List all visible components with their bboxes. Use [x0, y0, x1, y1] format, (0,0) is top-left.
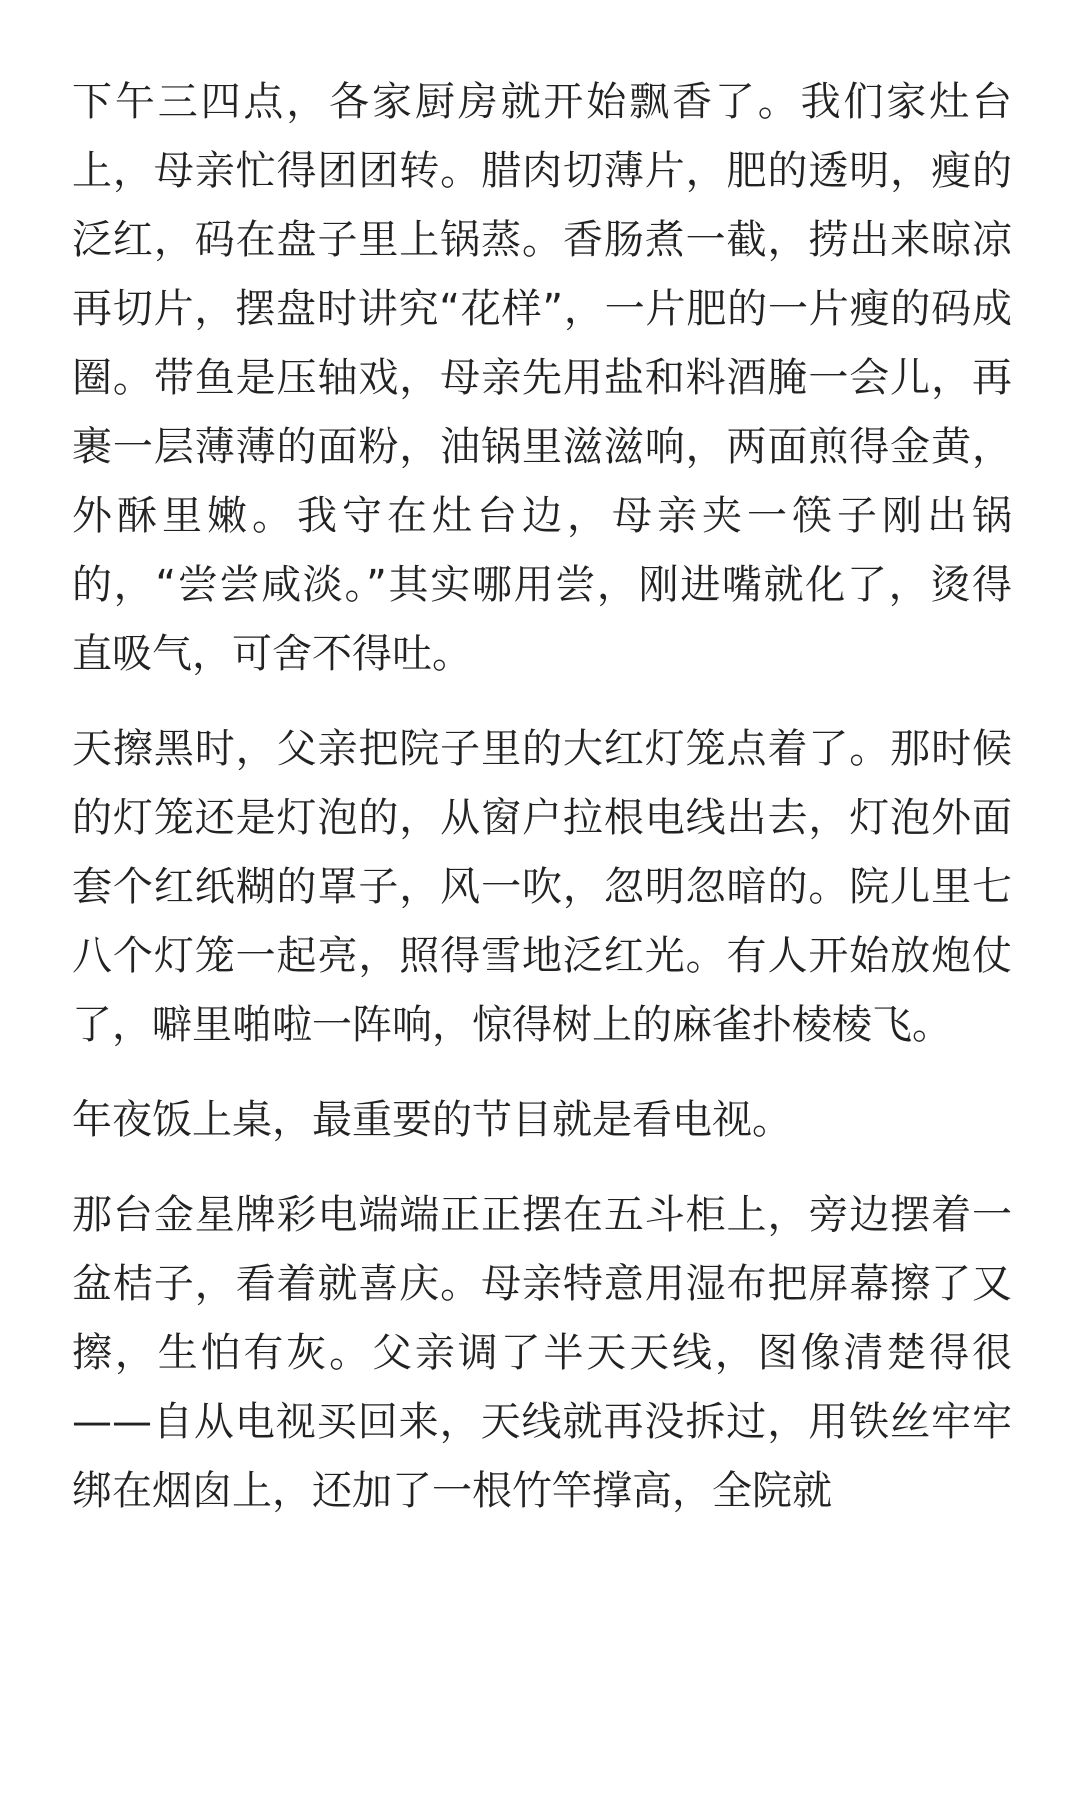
paragraph-cooking: 下午三四点，各家厨房就开始飘香了。我们家灶台上，母亲忙得团团转。腊肉切薄片，肥的透明，瘦的泛红，码在盘子里上锅蒸。香肠煮一截，捞出来晾凉再切片，摆盘时讲究“花样”，一片肥的一片瘦的码成圈。带鱼是压轴戏，母亲先用盐和料酒腌一会儿，再裹一层薄薄的面粉，油锅里滋滋响，两面煎得金黄，外酥里嫩。我守在灶台边，母亲夹一筷子刚出锅的，“尝尝咸淡。”其实哪用尝，刚进嘴就化了，烫得直吸气，可舍不得吐。 — [72, 79, 1012, 677]
article-body — [72, 68, 1012, 1552]
paragraph-dinner: 年夜饭上桌，最重要的节目就是看电视。 — [72, 1097, 792, 1143]
paragraph-lanterns: 天擦黑时，父亲把院子里的大红灯笼点着了。那时候的灯笼还是灯泡的，从窗户拉根电线出去，灯泡外面套个红纸糊的罩子，风一吹，忽明忽暗的。院儿里七八个灯笼一起亮，照得雪地泛红光。有人开始放炮仗了，噼里啪啦一阵响，惊得树上的麻雀扑棱棱飞。 — [72, 726, 1012, 1048]
paragraph-television: 那台金星牌彩电端端正正摆在五斗柜上，旁边摆着一盆桔子，看着就喜庆。母亲特意用湿布把屏幕擦了又擦，生怕有灰。父亲调了半天天线，图像清楚得很——自从电视买回来，天线就再没拆过，用铁丝牢牢绑在烟囱上，还加了一根竹竿撑高，全院就 — [72, 1192, 1012, 1514]
